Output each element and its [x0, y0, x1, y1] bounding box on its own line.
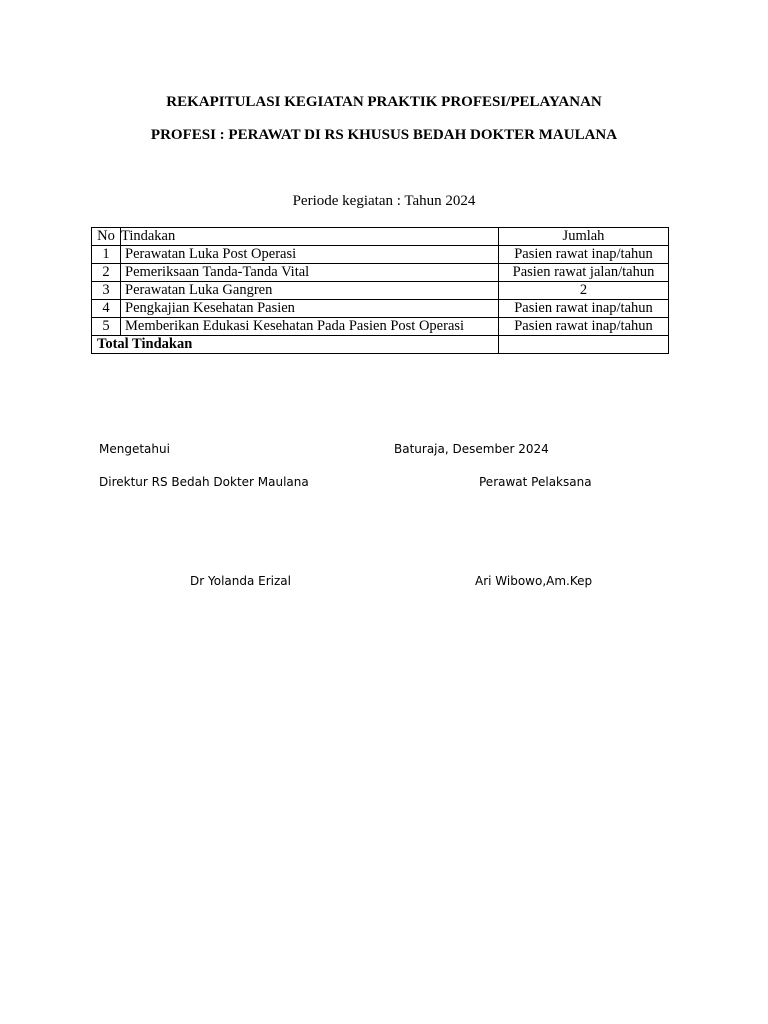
row-action: Pemeriksaan Tanda-Tanda Vital [121, 264, 499, 282]
table-row [92, 318, 669, 336]
header-no: No [92, 228, 121, 246]
table-header-row [92, 228, 669, 246]
nurse-name: Ari Wibowo,Am.Kep [475, 574, 593, 588]
row-number: 2 [92, 264, 121, 282]
row-action: Perawatan Luka Post Operasi [121, 246, 499, 264]
header-amount: Jumlah [499, 228, 669, 246]
total-row [92, 336, 669, 354]
document-subtitle: PROFESI : PERAWAT DI RS KHUSUS BEDAH DOKTER MAULANA [150, 127, 618, 143]
row-number: 4 [92, 300, 121, 318]
activity-period: Periode kegiatan : Tahun 2024 [292, 193, 476, 209]
table-row [92, 300, 669, 318]
row-amount: Pasien rawat inap/tahun [499, 300, 669, 318]
place-date: Baturaja, Desember 2024 [394, 442, 549, 456]
total-label: Total Tindakan [92, 336, 499, 354]
row-amount: Pasien rawat inap/tahun [499, 318, 669, 336]
row-number: 3 [92, 282, 121, 300]
director-name: Dr Yolanda Erizal [190, 574, 291, 588]
row-action: Pengkajian Kesehatan Pasien [121, 300, 499, 318]
table-row [92, 246, 669, 264]
table-row [92, 282, 669, 300]
row-number: 5 [92, 318, 121, 336]
header-action: Tindakan [121, 228, 499, 246]
acknowledged-label: Mengetahui [99, 442, 170, 456]
row-action: Perawatan Luka Gangren [121, 282, 499, 300]
row-amount: Pasien rawat inap/tahun [499, 246, 669, 264]
document-title: REKAPITULASI KEGIATAN PRAKTIK PROFESI/PELAYANAN [166, 94, 602, 110]
director-title: Direktur RS Bedah Dokter Maulana [99, 475, 309, 489]
row-amount: Pasien rawat jalan/tahun [499, 264, 669, 282]
row-number: 1 [92, 246, 121, 264]
activity-recap-table [91, 227, 669, 354]
table-row [92, 264, 669, 282]
row-action: Memberikan Edukasi Kesehatan Pada Pasien Post Operasi [121, 318, 499, 336]
nurse-title: Perawat Pelaksana [479, 475, 592, 489]
total-value [499, 336, 669, 354]
row-amount: 2 [499, 282, 669, 300]
